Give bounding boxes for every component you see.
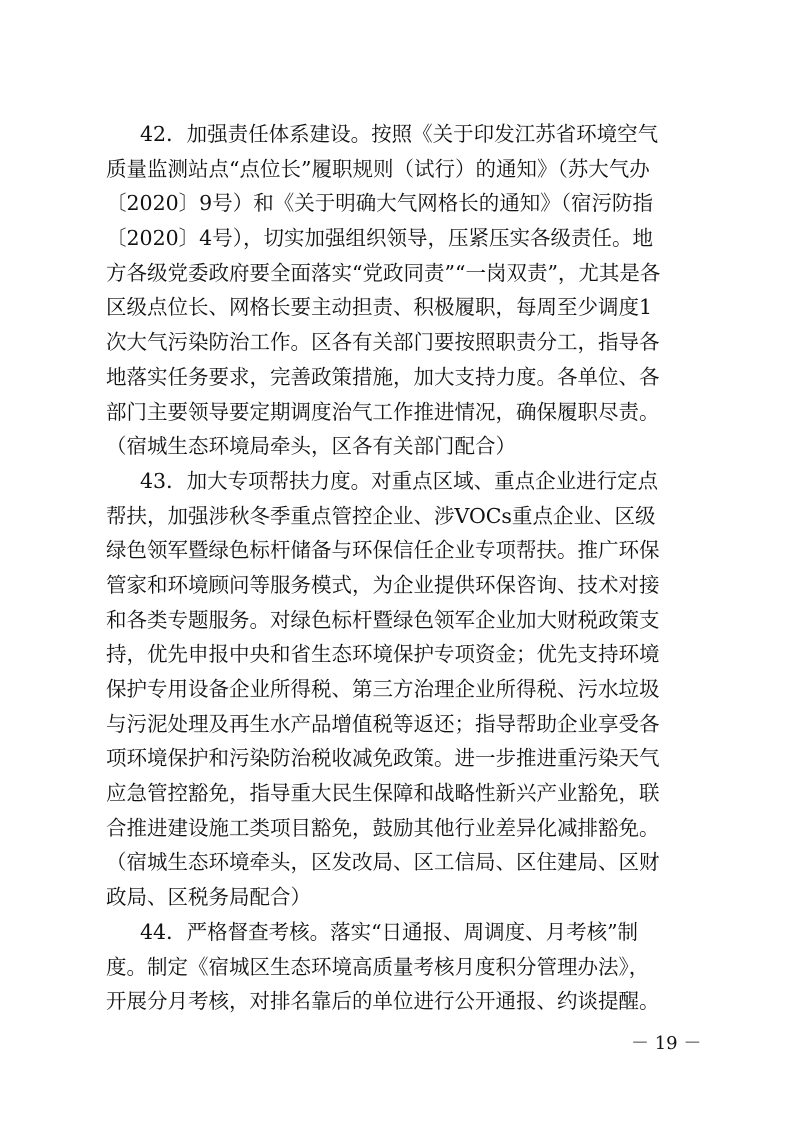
text-line: 度。制定《宿城区生态环境高质量考核月度积分管理办法》， <box>106 954 650 979</box>
text-line: 地落实任务要求，完善政策措施，加大支持力度。各单位、各 <box>106 364 660 389</box>
paragraph-43 <box>106 464 706 915</box>
text-line: （宿城生态环境局牵头，区各有关部门配合） <box>106 434 516 459</box>
text-line: （宿城生态环境牵头，区发改局、区工信局、区住建局、区财 <box>106 850 660 875</box>
text-line: 绿色领军暨绿色标杆储备与环保信任企业专项帮扶。推广环保 <box>106 538 660 563</box>
text-line: 和各类专题服务。对绿色标杆暨绿色领军企业加大财税政策支 <box>106 607 660 632</box>
text-line: 持，优先申报中央和省生态环境保护专项资金；优先支持环境 <box>106 642 660 667</box>
text-line: 〔2020〕4号），切实加强组织领导，压紧压实各级责任。地 <box>106 226 653 251</box>
paragraph-42 <box>106 117 706 464</box>
text-line: 应急管控豁免，指导重大民生保障和战略性新兴产业豁免，联 <box>106 781 660 806</box>
text-line: 〔2020〕9号）和《关于明确大气网格长的通知》（宿污防指 <box>106 191 653 216</box>
text-line: 部门主要领导要定期调度治气工作推进情况，确保履职尽责。 <box>106 399 660 424</box>
text-line: 政局、区税务局配合） <box>106 885 311 910</box>
text-line: 方各级党委政府要全面落实“党政同责”“一岗双责”，尤其是各 <box>106 260 661 285</box>
text-line: 开展分月考核，对排名靠后的单位进行公开通报、约谈提醒。 <box>106 989 660 1014</box>
text-line: 与污泥处理及再生水产品增值税等返还；指导帮助企业享受各 <box>106 711 660 736</box>
text-line: 管家和环境顾问等服务模式，为企业提供环保咨询、技术对接 <box>106 572 660 597</box>
text-line: 区级点位长、网格长要主动担责、积极履职，每周至少调度1 <box>106 295 653 320</box>
text-line: 42．加强责任体系建设。按照《关于印发江苏省环境空气 <box>140 122 659 146</box>
text-line: 保护专用设备企业所得税、第三方治理企业所得税、污水垃圾 <box>106 677 660 701</box>
text-line: 质量监测站点“点位长”履职规则（试行）的通知》（苏大气办 <box>106 156 650 181</box>
text-line: 次大气污染防治工作。区各有关部门要按照职责分工，指导各 <box>106 330 660 355</box>
document-body <box>106 117 706 1019</box>
text-line: 43．加大专项帮扶力度。对重点区域、重点企业进行定点 <box>140 468 659 493</box>
text-line: 合推进建设施工类项目豁免，鼓励其他行业差异化减排豁免。 <box>106 815 660 840</box>
paragraph-44 <box>106 915 706 1019</box>
text-line: 帮扶，加强涉秋冬季重点管控企业、涉VOCs重点企业、区级 <box>106 503 656 528</box>
text-line: 44．严格督查考核。落实“日通报、周调度、月考核”制 <box>140 919 639 944</box>
text-line: 项环境保护和污染防治税收减免政策。进一步推进重污染天气 <box>106 746 660 771</box>
page-number: － 19 － <box>631 1033 702 1054</box>
